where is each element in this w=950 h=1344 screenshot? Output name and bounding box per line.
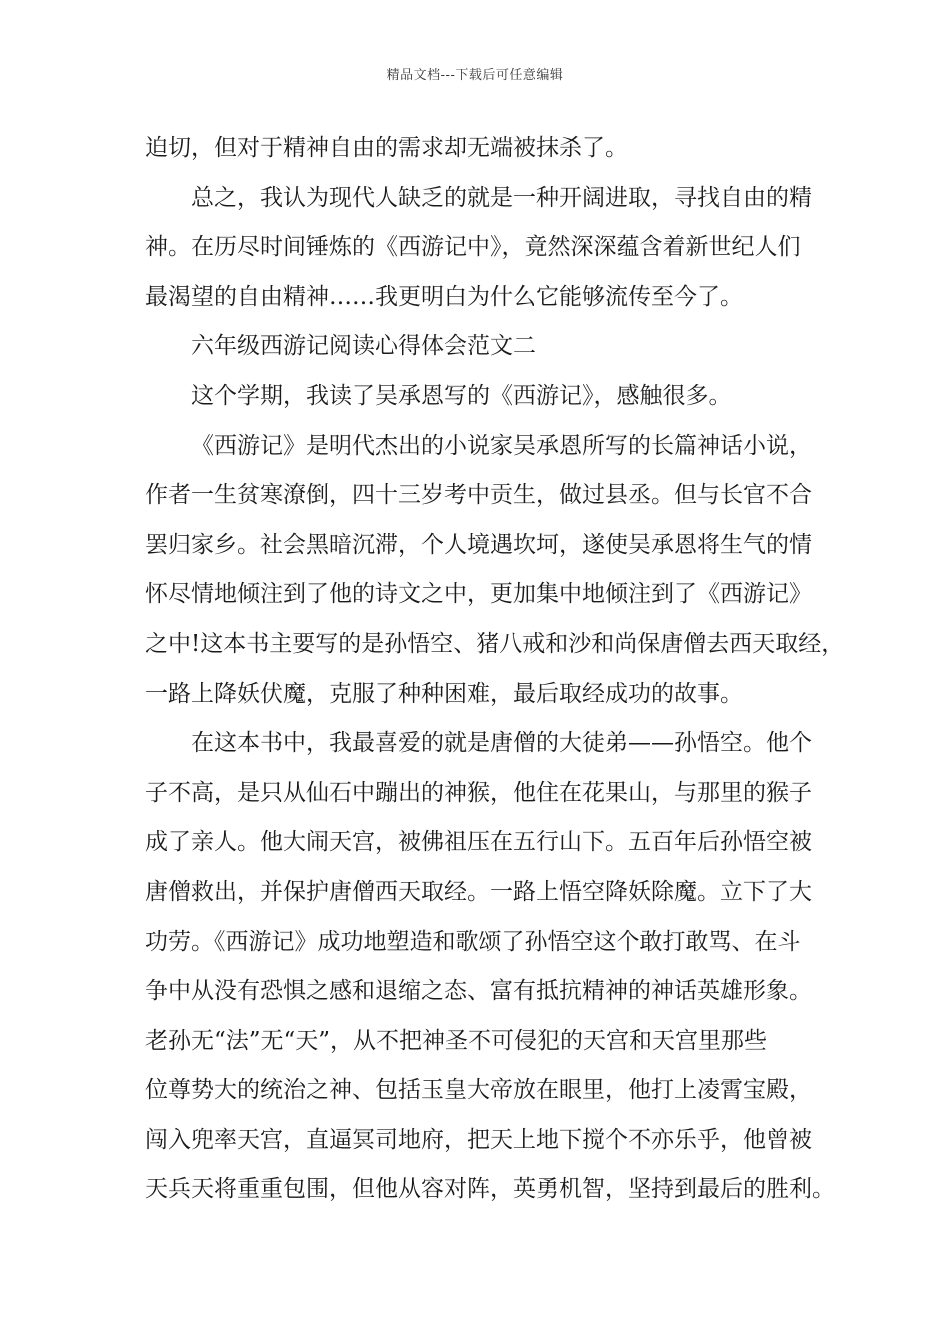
page-header: 精品文档---下载后可任意编辑 bbox=[386, 68, 564, 83]
text-line: 功劳。《西游记》成功地塑造和歌颂了孙悟空这个敢打敢骂、在斗 bbox=[145, 928, 801, 955]
text-line: 神。在历尽时间锤炼的《西游记中》，竟然深深蕴含着新世纪人们 bbox=[145, 234, 801, 261]
text-line: 《西游记》是明代杰出的小说家吴承恩所写的长篇神话小说， bbox=[191, 432, 812, 459]
text-line: 位尊势大的统治之神、包括玉皇大帝放在眼里，他打上凌霄宝殿， bbox=[145, 1077, 812, 1104]
text-line: 作者一生贫寒潦倒，四十三岁考中贡生，做过县丞。但与长官不合 bbox=[145, 482, 812, 509]
text-line: 这个学期，我读了吴承恩写的《西游记》，感触很多。 bbox=[191, 382, 732, 409]
text-line: 一路上降妖伏魔，克服了种种困难，最后取经成功的故事。 bbox=[145, 680, 743, 707]
text-line: 天兵天将重重包围，但他从容对阵，英勇机智，坚持到最后的胜利。 bbox=[145, 1176, 835, 1203]
text-line: 成了亲人。他大闹天宫，被佛祖压在五行山下。五百年后孙悟空被 bbox=[145, 829, 812, 856]
text-line: 唐僧救出，并保护唐僧西天取经。一路上悟空降妖除魔。立下了大 bbox=[145, 878, 812, 905]
text-line: 闯入兜率天宫，直逼冥司地府，把天上地下搅个不亦乐乎，他曾被 bbox=[145, 1126, 812, 1153]
text-line: 罢归家乡。社会黑暗沉滞，个人境遇坎坷，遂使吴承恩将生气的情 bbox=[145, 531, 812, 558]
text-line: 在这本书中，我最喜爱的就是唐僧的大徒弟——孙悟空。他个 bbox=[191, 730, 812, 757]
text-line: 总之，我认为现代人缺乏的就是一种开阔进取，寻找自由的精 bbox=[191, 184, 812, 211]
text-line: 之中!这本书主要写的是孙悟空、猪八戒和沙和尚保唐僧去西天取经， bbox=[145, 630, 845, 657]
text-line: 争中从没有恐惧之感和退缩之态、富有抵抗精神的神话英雄形象。 bbox=[145, 978, 812, 1005]
text-line: 迫切，但对于精神自由的需求却无端被抹杀了。 bbox=[145, 135, 628, 161]
section-heading: 六年级西游记阅读心得体会范文二 bbox=[191, 333, 536, 360]
document-body bbox=[145, 130, 845, 1221]
text-line: 最渴望的自由精神……我更明白为什么它能够流传至今了。 bbox=[145, 283, 743, 310]
text-line: 老孙无“法”无“天”，从不把神圣不可侵犯的天宫和天宫里那些 bbox=[145, 1027, 768, 1054]
text-line: 子不高，是只从仙石中蹦出的神猴，他住在花果山，与那里的猴子 bbox=[145, 779, 812, 806]
text-line: 怀尽情地倾注到了他的诗文之中，更加集中地倾注到了《西游记》 bbox=[145, 581, 812, 608]
